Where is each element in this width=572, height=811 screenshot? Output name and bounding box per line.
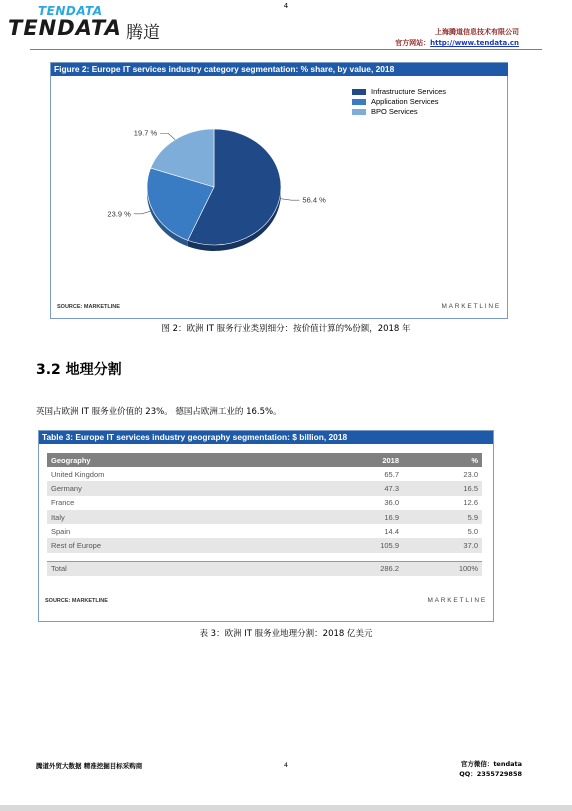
legend-label: BPO Services (371, 107, 418, 116)
pie-leader-line (160, 133, 175, 140)
section-paragraph: 英国占欧洲 IT 服务业价值的 23%。 德国占欧洲工业的 16.5%。 (36, 407, 282, 417)
page-bottom-band (0, 805, 572, 811)
table-row (47, 481, 482, 495)
cell-percent: 37.0 (403, 538, 482, 552)
cell-percent: 5.0 (467, 526, 478, 536)
figure-box (50, 62, 508, 319)
pie-chart (51, 77, 351, 302)
cell-geography: United Kingdom (51, 469, 105, 479)
footer-contact (459, 759, 522, 779)
logo-main-text: TENDATA (8, 16, 122, 40)
total-label: Total (47, 561, 255, 576)
website-line (395, 38, 519, 48)
footer-wechat: 官方微信：tendata (460, 760, 522, 768)
footer-page-number: 4 (283, 761, 289, 769)
cell-value: 16.9 (255, 510, 403, 524)
pie-leader-line (134, 211, 153, 214)
cell-geography: Italy (47, 510, 255, 524)
cell-value: 105.9 (255, 538, 403, 552)
company-name: 上海腾道信息技术有限公司 (435, 28, 519, 36)
table-title: Table 3: Europe IT services industry geography segmentation: $ billion, 2018 (39, 431, 493, 444)
legend-label: Application Services (371, 97, 439, 106)
header-percent: % (403, 453, 482, 467)
legend-swatch (352, 99, 366, 105)
table-row (47, 538, 482, 552)
logo (8, 4, 168, 44)
legend-item (352, 107, 446, 117)
table-row (47, 467, 482, 481)
figure-brand: MARKETLINE (441, 303, 501, 310)
table-total-row (47, 561, 482, 576)
total-percent: 100% (403, 561, 482, 576)
legend-swatch (352, 89, 366, 95)
table-spacer-row (47, 553, 482, 562)
header-year: 2018 (255, 453, 403, 467)
header-geography: Geography (47, 453, 255, 467)
cell-geography: Rest of Europe (47, 538, 255, 552)
cell-percent: 16.5 (403, 481, 482, 495)
cell-percent: 5.9 (403, 510, 482, 524)
cell-geography: France (51, 498, 75, 508)
table-caption: 表 3：欧洲 IT 服务业地理分割：2018 亿美元 (199, 629, 373, 639)
website-link[interactable]: http://www.tendata.cn (430, 39, 519, 47)
logo-cn-text: 腾道 (126, 23, 160, 43)
header-divider (30, 49, 542, 50)
figure-source: SOURCE: MARKETLINE (57, 304, 120, 310)
figure-title: Figure 2: Europe IT services industry category segmentation: % share, by value, 2018 (51, 63, 508, 76)
legend-item (352, 87, 446, 97)
table-brand: MARKETLINE (427, 597, 487, 604)
table-source: SOURCE: MARKETLINE (45, 598, 108, 604)
figure-caption: 图 2：欧洲 IT 服务行业类别细分：按价值计算的%份额，2018 年 (161, 324, 411, 334)
geography-table (47, 453, 482, 576)
cell-value: 14.4 (384, 526, 399, 536)
section-heading: 3.2 地理分割 (36, 362, 122, 378)
table-header-row (47, 453, 482, 467)
pie-leader-line (280, 199, 300, 201)
cell-geography: Spain (51, 526, 71, 536)
legend-label: Infrastructure Services (371, 87, 447, 96)
table-row (47, 510, 482, 524)
cell-percent: 23.0 (463, 469, 478, 479)
pie-data-label: 23.9 % (107, 209, 131, 219)
cell-value: 47.3 (255, 481, 403, 495)
cell-value: 65.7 (384, 469, 399, 479)
cell-percent: 12.6 (463, 498, 478, 508)
footer-qq: QQ：2355729858 (459, 770, 522, 778)
header-page-number: 4 (283, 2, 289, 10)
pie-data-label: 56.4 % (302, 195, 326, 205)
legend-item (352, 97, 446, 107)
cell-geography: Germany (47, 481, 255, 495)
cell-value: 36.0 (384, 498, 399, 508)
table-box (38, 430, 494, 622)
pie-data-label: 19.7 % (133, 128, 158, 138)
table-row (47, 524, 482, 538)
table-row (47, 496, 482, 510)
total-value: 286.2 (255, 561, 403, 576)
logo-small-text: TENDATA (38, 4, 103, 18)
chart-legend (352, 87, 446, 117)
footer-slogan: 腾道外贸大数据 精准挖掘目标采购商 (36, 762, 143, 770)
website-label: 官方网站： (395, 39, 431, 47)
legend-swatch (352, 109, 366, 115)
